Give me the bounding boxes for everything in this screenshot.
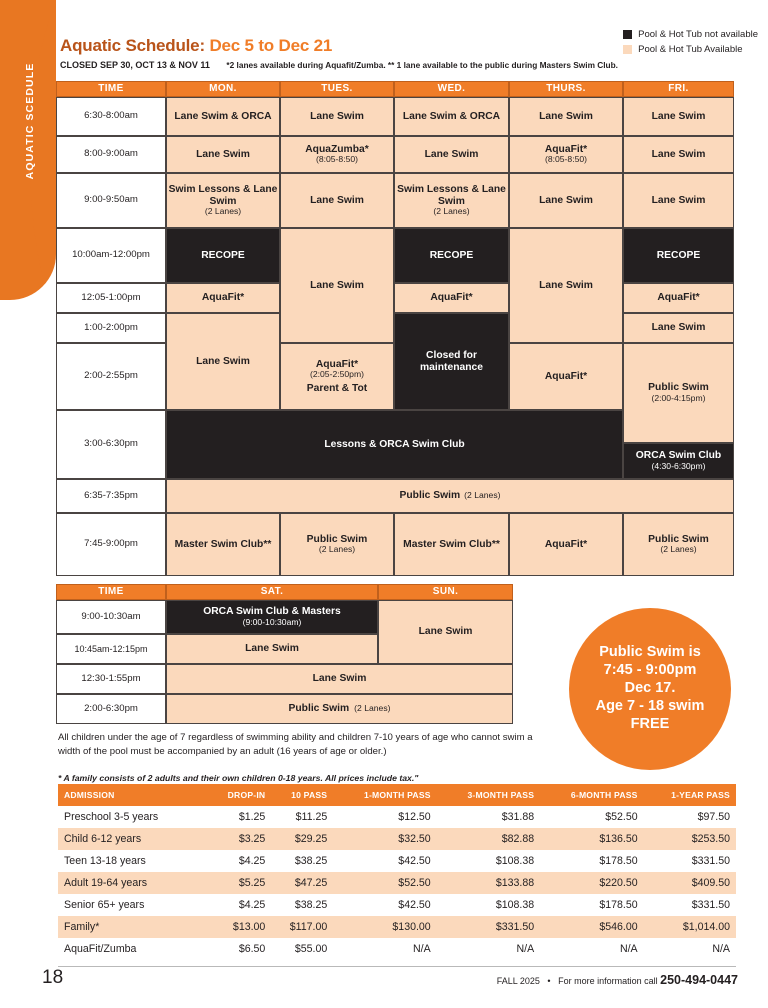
cell-sat-lane-swim: [166, 634, 378, 664]
weekend-time-row-1: 9:00-10:30am: [56, 600, 166, 634]
price-cell: $38.25: [294, 899, 328, 911]
weekend-schedule-table: [56, 584, 513, 728]
table-row: [58, 828, 736, 850]
cell-tue-0800-title: AquaZumba*: [305, 143, 369, 155]
supervision-note: All children under the age of 7 regardless of swimming ability and children 7-10 years of age who cannot swim a width of the pool must be accompanied by an adult (16 years of age or older.): [58, 732, 533, 757]
price-cell: $108.38: [495, 855, 535, 867]
time-label-row-6: 1:00-2:00pm: [56, 313, 166, 343]
price-cell: $5.25: [209, 872, 271, 894]
cell-thu-0745: [509, 513, 623, 576]
cell-wed-0900-sub: (2 Lanes): [433, 206, 470, 217]
weekend-time-row-2: 10:45am-12:15pm: [56, 634, 166, 664]
cell-mon-0800-text: Lane Swim: [196, 148, 250, 160]
time-label-row-7: 2:00-2:55pm: [56, 343, 166, 410]
cell-thu-1000-text: Lane Swim: [539, 279, 593, 291]
time-label-row-3: 9:00-9:50am: [56, 173, 166, 228]
page-title-main: Aquatic Schedule:: [60, 36, 205, 55]
time-label-row-4-text: 10:00am-12:00pm: [72, 249, 150, 261]
price-cell: $130.00: [333, 916, 436, 938]
price-row-label: Preschool 3-5 years: [64, 811, 159, 823]
price-cell: $117.00: [271, 916, 333, 938]
price-cell: $4.25: [238, 855, 266, 867]
price-row-label: AquaFit/Zumba: [64, 943, 137, 955]
cell-weekend-public-swim-title: Public Swim: [288, 703, 350, 715]
cell-wed-0800-text: Lane Swim: [424, 148, 479, 160]
cell-mon-1205-text: AquaFit*: [201, 292, 245, 304]
weekday-schedule-table: [56, 81, 734, 576]
cell-fri-1000-text: RECOPE: [656, 249, 701, 261]
price-cell: $38.25: [294, 855, 328, 867]
price-cell: $4.25: [238, 899, 266, 911]
page-number: 18: [42, 967, 64, 988]
price-cell: $12.50: [398, 811, 431, 823]
time-label-row-5: 12:05-1:00pm: [56, 283, 166, 313]
cell-tue-0745: [280, 513, 394, 576]
cell-public-swim-span: [166, 479, 734, 513]
cell-mon-0630-text: Lane Swim & ORCA: [174, 110, 272, 122]
price-cell: $13.00: [209, 916, 271, 938]
col-header-time: TIME: [56, 81, 166, 97]
weekend-col-header-sun: SUN.: [378, 584, 513, 600]
cell-thu-0630-text: Lane Swim: [539, 110, 593, 122]
cell-thu-0800-title: AquaFit*: [544, 143, 588, 155]
cell-wed-0745: [394, 513, 509, 576]
cell-thu-0800-sub: (8:05-8:50): [544, 154, 588, 165]
cell-mon-1000: [166, 228, 280, 283]
price-cell: $1.25: [238, 811, 266, 823]
price-row-label: Family*: [58, 916, 209, 938]
price-cell: $178.50: [599, 899, 638, 911]
legend-item-available: [623, 43, 758, 56]
cell-tue-1000-span: [280, 228, 394, 343]
cell-weekend-lane-swim-span: [166, 664, 513, 694]
cell-mon-0630: [166, 97, 280, 136]
price-cell: $220.50: [540, 872, 643, 894]
price-header-row: [58, 784, 736, 806]
time-label-row-2: 8:00-9:00am: [56, 136, 166, 173]
time-label-row-9: 6:35-7:35pm: [56, 479, 166, 513]
page-title: [60, 36, 332, 56]
cell-fri-orca-sub: (4:30-6:30pm): [651, 460, 706, 471]
cell-mon-0900-sub: (2 Lanes): [204, 206, 242, 217]
price-cell: N/A: [516, 943, 535, 955]
cell-tue-0800: [280, 136, 394, 173]
col-header-fri: FRI.: [623, 81, 734, 97]
price-col-6month: 6-MONTH PASS: [540, 784, 643, 806]
cell-fri-0200-span: [623, 343, 734, 443]
price-row-label: Adult 19-64 years: [58, 872, 209, 894]
weekend-col-header-time: TIME: [56, 584, 166, 600]
cell-thu-0900-text: Lane Swim: [539, 194, 593, 206]
cell-tue-0200-title: AquaFit*: [315, 358, 359, 370]
cell-tue-0745-title: Public Swim: [306, 533, 368, 545]
price-cell: $1,014.00: [644, 916, 736, 938]
footer-info: [497, 973, 738, 987]
price-cell: $11.25: [295, 811, 328, 823]
col-header-thurs: THURS.: [509, 81, 623, 97]
cell-mon-0900-title: Swim Lessons & Lane Swim: [168, 184, 278, 207]
legend-item-unavailable: [623, 28, 758, 41]
cell-weekend-lane-swim-text: Lane Swim: [312, 673, 367, 685]
cell-wed-0745-text: Master Swim Club**: [403, 538, 500, 550]
col-header-mon: MON.: [166, 81, 280, 97]
weekend-time-row-4: 2:00-6:30pm: [56, 694, 166, 724]
cell-wed-0100-text: Closed for maintenance: [420, 349, 483, 373]
price-cell: $409.50: [644, 872, 736, 894]
footer-call-text: For more information call: [558, 976, 658, 986]
admission-price-table: [58, 784, 736, 960]
cell-lessons-orca-span: [166, 410, 623, 479]
price-row-label: Teen 13-18 years: [64, 855, 146, 867]
cell-fri-0630: [623, 97, 734, 136]
cell-fri-0200-sub: (2:00-4:15pm): [651, 392, 706, 403]
price-cell: N/A: [619, 943, 638, 955]
closure-note: [60, 60, 618, 70]
legend: [623, 28, 758, 58]
cell-fri-orca-club: [623, 443, 734, 479]
legend-swatch-light-icon: [623, 45, 632, 54]
cell-weekend-public-swim-span: [166, 694, 513, 724]
cell-fri-0745: [623, 513, 734, 576]
cell-wed-1000-text: RECOPE: [429, 249, 474, 261]
price-cell: $52.50: [333, 872, 436, 894]
price-cell: $6.50: [238, 943, 266, 955]
promo-line-3: Dec 17.: [624, 680, 676, 697]
price-cell: $133.88: [437, 872, 540, 894]
price-cell: $331.50: [691, 899, 730, 911]
page-title-dates: Dec 5 to Dec 21: [209, 36, 333, 55]
price-cell: $331.50: [437, 916, 540, 938]
footer-separator: •: [547, 976, 551, 986]
cell-wed-0900-title: Swim Lessons & Lane Swim: [397, 184, 506, 207]
cell-sun-lane-swim: [378, 600, 513, 664]
cell-thu-1000-span: [509, 228, 623, 343]
price-cell: $29.25: [271, 828, 333, 850]
price-cell: $32.50: [333, 828, 436, 850]
promo-circle: [569, 608, 731, 770]
cell-fri-0630-text: Lane Swim: [651, 110, 706, 122]
price-col-3month: 3-MONTH PASS: [437, 784, 540, 806]
cell-wed-0900: [394, 173, 509, 228]
table-row: [58, 872, 736, 894]
cell-mon-0100-text: Lane Swim: [196, 355, 250, 367]
table-row: [58, 850, 736, 872]
price-table-body: [58, 806, 736, 960]
closed-dates: CLOSED SEP 30, OCT 13 & NOV 11: [60, 60, 210, 70]
cell-mon-1205: [166, 283, 280, 313]
cell-thu-0200-text: AquaFit*: [544, 370, 588, 382]
legend-label-available: Pool & Hot Tub Available: [638, 44, 743, 55]
weekend-col-header-sat: SAT.: [166, 584, 378, 600]
price-col-1month: 1-MONTH PASS: [333, 784, 436, 806]
cell-public-swim-title: Public Swim: [399, 490, 461, 502]
cell-mon-0745: [166, 513, 280, 576]
price-col-admission: ADMISSION: [58, 784, 209, 806]
lane-footnote: *2 lanes available during Aquafit/Zumba. ** 1 lane available to the public during Masters Swim Club.: [226, 60, 618, 70]
promo-line-1: Public Swim is: [599, 644, 701, 661]
legend-swatch-dark-icon: [623, 30, 632, 39]
cell-wed-1205-text: AquaFit*: [430, 292, 473, 304]
sidebar-section-tab: [0, 0, 56, 300]
time-label-row-1: 6:30-8:00am: [56, 97, 166, 136]
cell-mon-0800: [166, 136, 280, 173]
cell-wed-0630-text: Lane Swim & ORCA: [402, 110, 501, 122]
cell-thu-0800: [509, 136, 623, 173]
cell-fri-orca-title: ORCA Swim Club: [635, 450, 722, 462]
cell-mon-0100-span: [166, 313, 280, 410]
price-cell: $253.50: [644, 828, 736, 850]
cell-tue-1000-text: Lane Swim: [310, 279, 364, 291]
cell-thu-0900: [509, 173, 623, 228]
cell-fri-0745-title: Public Swim: [648, 533, 709, 545]
cell-wed-1000: [394, 228, 509, 283]
cell-wed-0100-span: [394, 313, 509, 410]
cell-sat-orca-masters: [166, 600, 378, 634]
cell-mon-1000-text: RECOPE: [201, 249, 245, 261]
cell-tue-0900-text: Lane Swim: [310, 194, 364, 206]
cell-tue-0200-extra: Parent & Tot: [306, 382, 368, 394]
price-cell: $97.50: [697, 811, 730, 823]
price-cell: $3.25: [209, 828, 271, 850]
cell-mon-0745-text: Master Swim Club**: [174, 538, 272, 550]
cell-fri-0200-title: Public Swim: [648, 382, 709, 394]
price-cell: $136.50: [540, 828, 643, 850]
cell-fri-1205-text: AquaFit*: [657, 292, 700, 304]
cell-tue-0745-sub: (2 Lanes): [318, 544, 356, 555]
family-definition-note: * A family consists of 2 adults and their own children 0-18 years. All prices include tax.": [58, 773, 419, 783]
price-cell: $31.88: [501, 811, 535, 823]
table-row: [58, 916, 736, 938]
cell-thu-0630: [509, 97, 623, 136]
price-col-1year: 1-YEAR PASS: [644, 784, 736, 806]
cell-mon-0900: [166, 173, 280, 228]
price-cell: $47.25: [271, 872, 333, 894]
cell-fri-0800: [623, 136, 734, 173]
footer-season: FALL 2025: [496, 976, 540, 986]
cell-sat-orca-sub: (9:00-10:30am): [242, 616, 302, 627]
price-cell: $55.00: [294, 943, 328, 955]
cell-tue-0630: [280, 97, 394, 136]
cell-lessons-orca-text: Lessons & ORCA Swim Club: [324, 438, 465, 450]
cell-wed-0630: [394, 97, 509, 136]
cell-fri-0900-text: Lane Swim: [651, 194, 706, 206]
cell-fri-0100: [623, 313, 734, 343]
col-header-tues: TUES.: [280, 81, 394, 97]
price-col-dropin: DROP-IN: [209, 784, 271, 806]
cell-sun-lane-swim-text: Lane Swim: [418, 626, 473, 638]
cell-wed-1205: [394, 283, 509, 313]
price-cell: N/A: [712, 943, 730, 955]
price-row-label: Senior 65+ years: [64, 899, 145, 911]
cell-fri-1205: [623, 283, 734, 313]
cell-fri-0745-sub: (2 Lanes): [660, 544, 697, 555]
cell-thu-0200: [509, 343, 623, 410]
cell-sat-lane-swim-text: Lane Swim: [245, 643, 299, 655]
table-row: [58, 806, 736, 828]
price-cell: $546.00: [540, 916, 643, 938]
cell-wed-0800: [394, 136, 509, 173]
promo-line-5: FREE: [630, 715, 670, 732]
price-row-label: Child 6-12 years: [58, 828, 209, 850]
cell-tue-0200: [280, 343, 394, 410]
price-cell: $82.88: [437, 828, 540, 850]
price-cell: $108.38: [495, 899, 535, 911]
weekend-time-row-3: 12:30-1:55pm: [56, 664, 166, 694]
price-cell: $52.50: [605, 811, 638, 823]
cell-fri-0900: [623, 173, 734, 228]
cell-weekend-public-swim-sub: (2 Lanes): [354, 703, 391, 714]
footer-phone: 250-494-0447: [660, 973, 738, 987]
cell-public-swim-sub: (2 Lanes): [464, 490, 501, 501]
promo-line-4: Age 7 - 18 swim: [595, 697, 705, 714]
footer-divider: [58, 966, 736, 967]
cell-fri-1000: [623, 228, 734, 283]
sidebar-section-label: AQUATIC SCEDULE: [24, 62, 36, 180]
price-cell: $178.50: [599, 855, 638, 867]
time-label-row-8: 3:00-6:30pm: [56, 410, 166, 479]
cell-tue-0630-text: Lane Swim: [310, 110, 364, 122]
cell-sat-orca-title: ORCA Swim Club & Masters: [203, 606, 341, 618]
cell-tue-0900: [280, 173, 394, 228]
cell-thu-0745-text: AquaFit*: [544, 538, 588, 550]
price-cell: $42.50: [398, 899, 431, 911]
col-header-wed: WED.: [394, 81, 509, 97]
time-label-row-4: [56, 228, 166, 283]
price-cell: $42.50: [398, 855, 431, 867]
price-cell: N/A: [413, 943, 431, 955]
cell-tue-0200-sub: (2:05-2:50pm): [310, 369, 364, 380]
cell-fri-0800-text: Lane Swim: [651, 148, 706, 160]
legend-label-unavailable: Pool & Hot Tub not available: [638, 29, 758, 40]
table-row: [58, 938, 736, 960]
table-row: [58, 894, 736, 916]
time-label-row-10: 7:45-9:00pm: [56, 513, 166, 576]
promo-line-2: 7:45 - 9:00pm: [603, 662, 697, 679]
price-cell: $331.50: [691, 855, 730, 867]
cell-tue-0800-sub: (8:05-8:50): [315, 154, 359, 165]
price-col-10pass: 10 PASS: [271, 784, 333, 806]
cell-fri-0100-text: Lane Swim: [651, 322, 706, 334]
